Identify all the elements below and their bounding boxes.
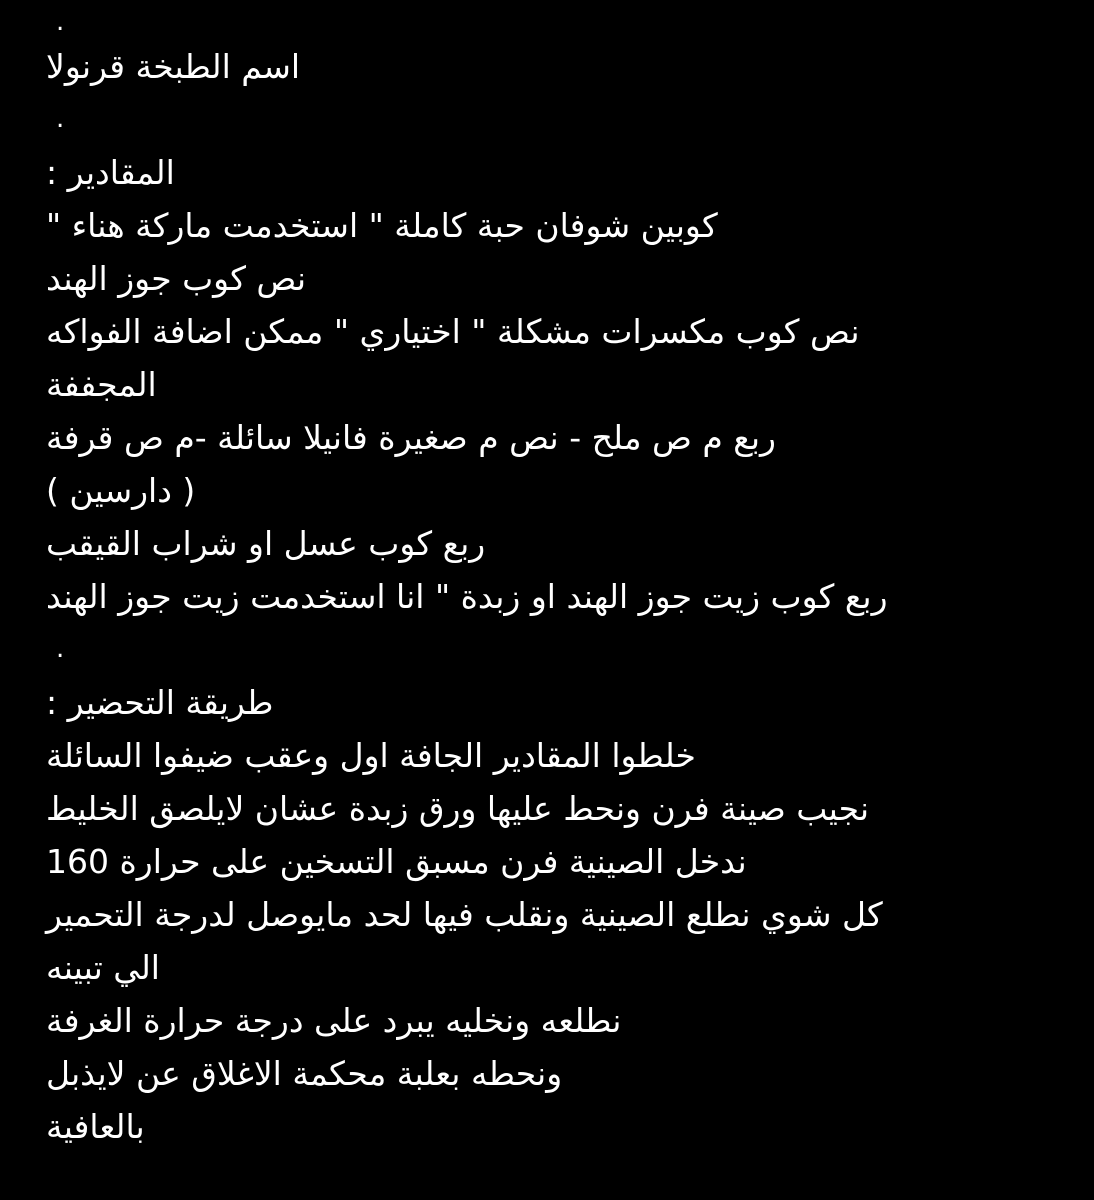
method-step: نجيب صينة فرن ونحط عليها ورق زبدة عشان لايلصق الخليط — [46, 789, 870, 828]
ingredient-line: ربع كوب عسل او شراب القيقب — [46, 524, 486, 563]
ingredient-line: ( دارسين ) — [46, 471, 196, 510]
ingredient-line: نص كوب جوز الهند — [46, 259, 307, 298]
ingredient-line: ربع م ص ملح - نص م صغيرة فانيلا سائلة -م ص قرفة — [46, 418, 776, 457]
method-step: خلطوا المقادير الجافة اول وعقب ضيفوا السائلة — [46, 736, 696, 775]
separator-dot: . — [56, 104, 65, 134]
ingredients-heading: المقادير : — [46, 153, 175, 192]
method-step: الي تبينه — [46, 948, 160, 987]
method-step: ندخل الصينية فرن مسبق التسخين على حرارة 160 — [46, 842, 747, 881]
ingredient-line: كوبين شوفان حبة كاملة " استخدمت ماركة هناء " — [46, 206, 718, 245]
ingredient-line: نص كوب مكسرات مشكلة " اختياري " ممكن اضافة الفواكه — [46, 312, 860, 351]
separator-dot: . — [56, 634, 65, 664]
method-step: نطلعه ونخليه يبرد على درجة حرارة الغرفة — [46, 1001, 622, 1040]
separator-dot: . — [56, 7, 65, 37]
recipe-title: اسم الطبخة قرنولا — [46, 47, 301, 86]
method-heading: طريقة التحضير : — [46, 683, 274, 722]
ingredient-line: ربع كوب زيت جوز الهند او زبدة " انا استخدمت زيت جوز الهند — [46, 577, 888, 616]
closing-line: بالعافية — [46, 1107, 145, 1146]
ingredient-line: المجففة — [46, 365, 157, 404]
method-step: كل شوي نطلع الصينية ونقلب فيها لحد مايوصل لدرجة التحمير — [46, 895, 883, 934]
recipe-note — [46, 4, 1046, 1153]
method-step: ونحطه بعلبة محكمة الاغلاق عن لايذبل — [46, 1054, 563, 1093]
